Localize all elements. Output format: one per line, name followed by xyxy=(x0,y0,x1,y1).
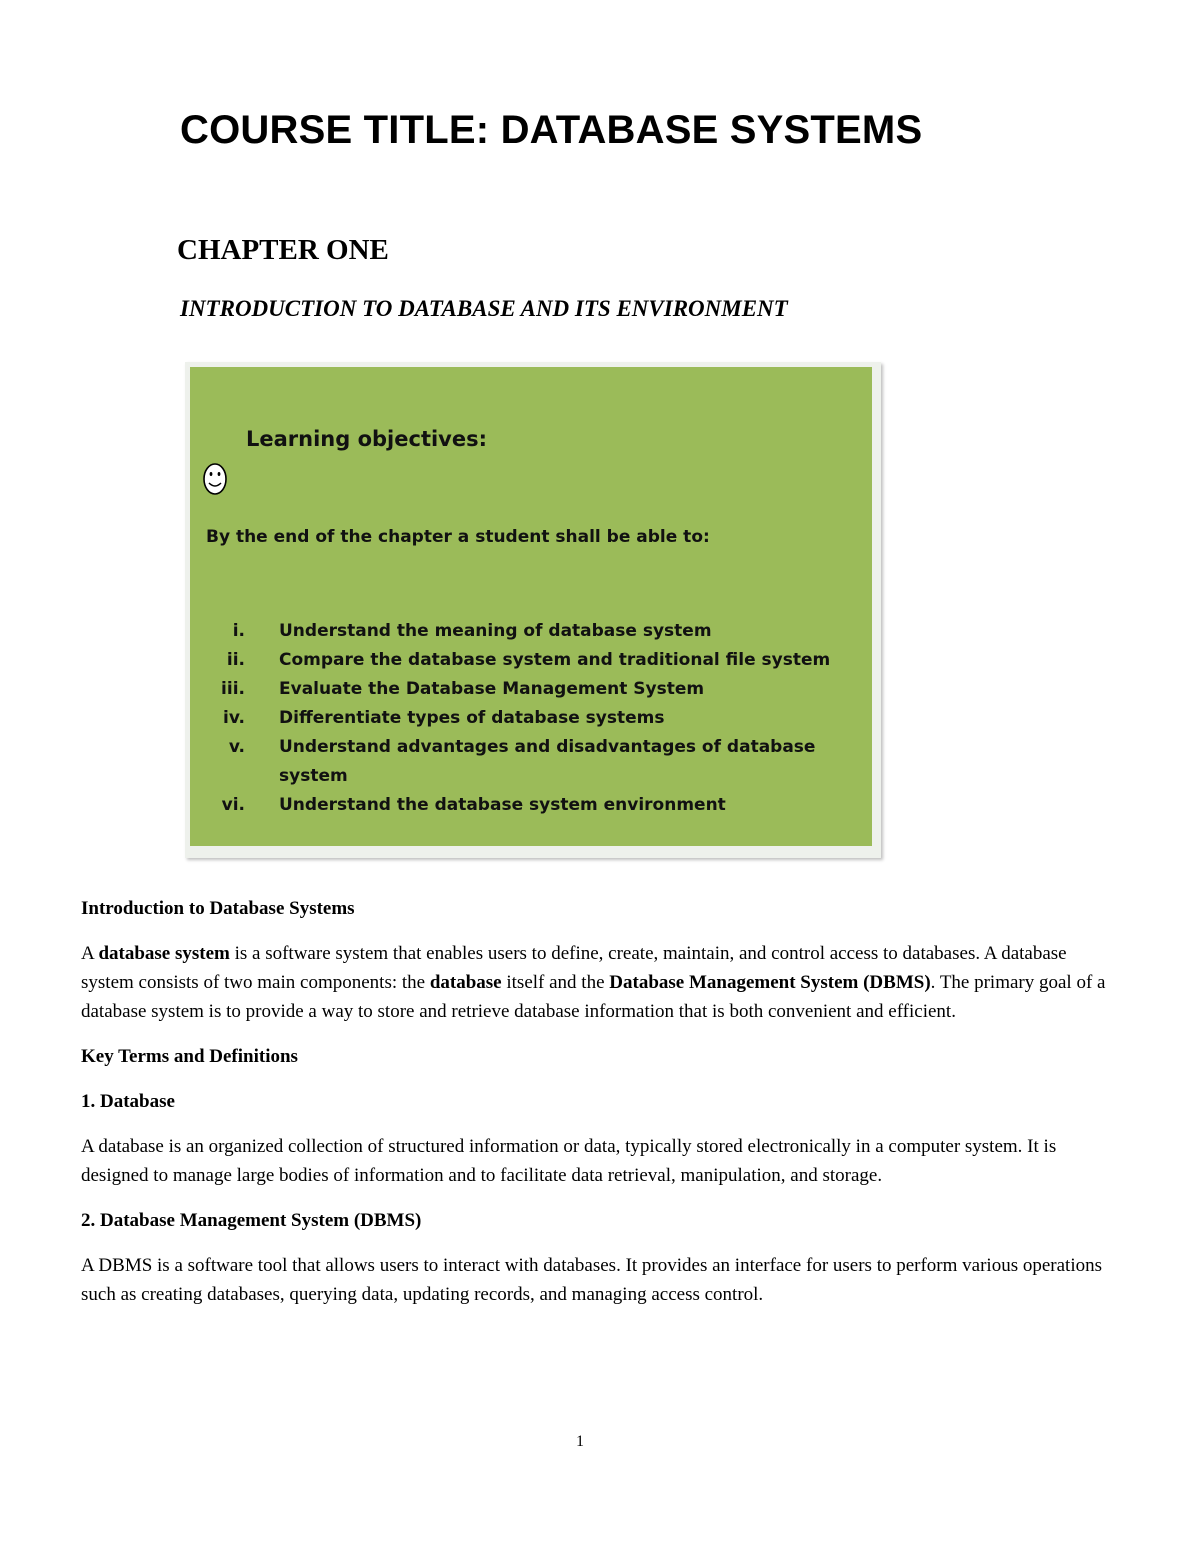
key-terms-heading: Key Terms and Definitions xyxy=(81,1046,298,1067)
intro-paragraph xyxy=(81,939,1121,1026)
objective-number: iii. xyxy=(221,679,245,699)
objective-item xyxy=(190,617,872,646)
intro-text: itself and the xyxy=(501,972,610,993)
course-title: COURSE TITLE: DATABASE SYSTEMS xyxy=(180,108,923,152)
intro-heading: Introduction to Database Systems xyxy=(81,898,355,919)
body-content xyxy=(81,894,1121,1325)
learning-objectives-panel xyxy=(190,367,872,846)
intro-text: . The primary goal of a database system is to provide a way to store and retrieve database information that is both convenient and efficient. xyxy=(81,972,1106,1022)
objective-item xyxy=(190,733,872,791)
intro-bold-term: database system xyxy=(98,943,230,964)
term-title: 1. Database xyxy=(81,1091,175,1112)
objective-text: Differentiate types of database systems xyxy=(279,708,665,728)
term-definition: A database is an organized collection of structured information or data, typically stored electronically in a computer system. It is designed to manage large bodies of information and to facilitate data retrieval, manipulation, and storage. xyxy=(81,1136,1057,1186)
chapter-subtitle: INTRODUCTION TO DATABASE AND ITS ENVIRONMENT xyxy=(180,296,788,321)
page-number: 1 xyxy=(576,1433,584,1450)
objective-text: Understand the database system environment xyxy=(279,795,726,815)
objective-item xyxy=(190,675,872,704)
intro-bold-term: database xyxy=(429,972,502,993)
objective-item xyxy=(190,646,872,675)
objective-item xyxy=(190,704,872,733)
objective-number: iv. xyxy=(223,708,245,728)
objective-text: Evaluate the Database Management System xyxy=(279,679,705,699)
chapter-label: CHAPTER ONE xyxy=(177,234,389,266)
objectives-list xyxy=(190,617,872,820)
objective-item xyxy=(190,791,872,820)
intro-bold-term: Database Management System (DBMS) xyxy=(609,972,931,993)
intro-text: is a software system that enables users to define, create, maintain, and control access to databases. A database system consists of two main components: the xyxy=(81,943,1067,993)
objective-number: i. xyxy=(232,621,245,641)
objective-text: Understand advantages and disadvantages of database system xyxy=(279,737,816,786)
objective-number: ii. xyxy=(226,650,245,670)
objective-number: v. xyxy=(228,737,245,757)
objective-text: Understand the meaning of database system xyxy=(279,621,712,641)
objectives-intro: By the end of the chapter a student shall be able to: xyxy=(206,527,710,547)
smiley-face-icon xyxy=(202,462,228,496)
objective-text: Compare the database system and traditional file system xyxy=(279,650,831,670)
intro-text: A xyxy=(81,943,99,964)
term-title: 2. Database Management System (DBMS) xyxy=(81,1210,422,1231)
objective-number: vi. xyxy=(221,795,245,815)
learning-objectives-box xyxy=(185,362,881,858)
term-definition: A DBMS is a software tool that allows users to interact with databases. It provides an interface for users to perform various operations such as creating databases, querying data, updating records, and managing access control. xyxy=(81,1255,1102,1305)
objectives-heading: Learning objectives: xyxy=(246,427,488,451)
